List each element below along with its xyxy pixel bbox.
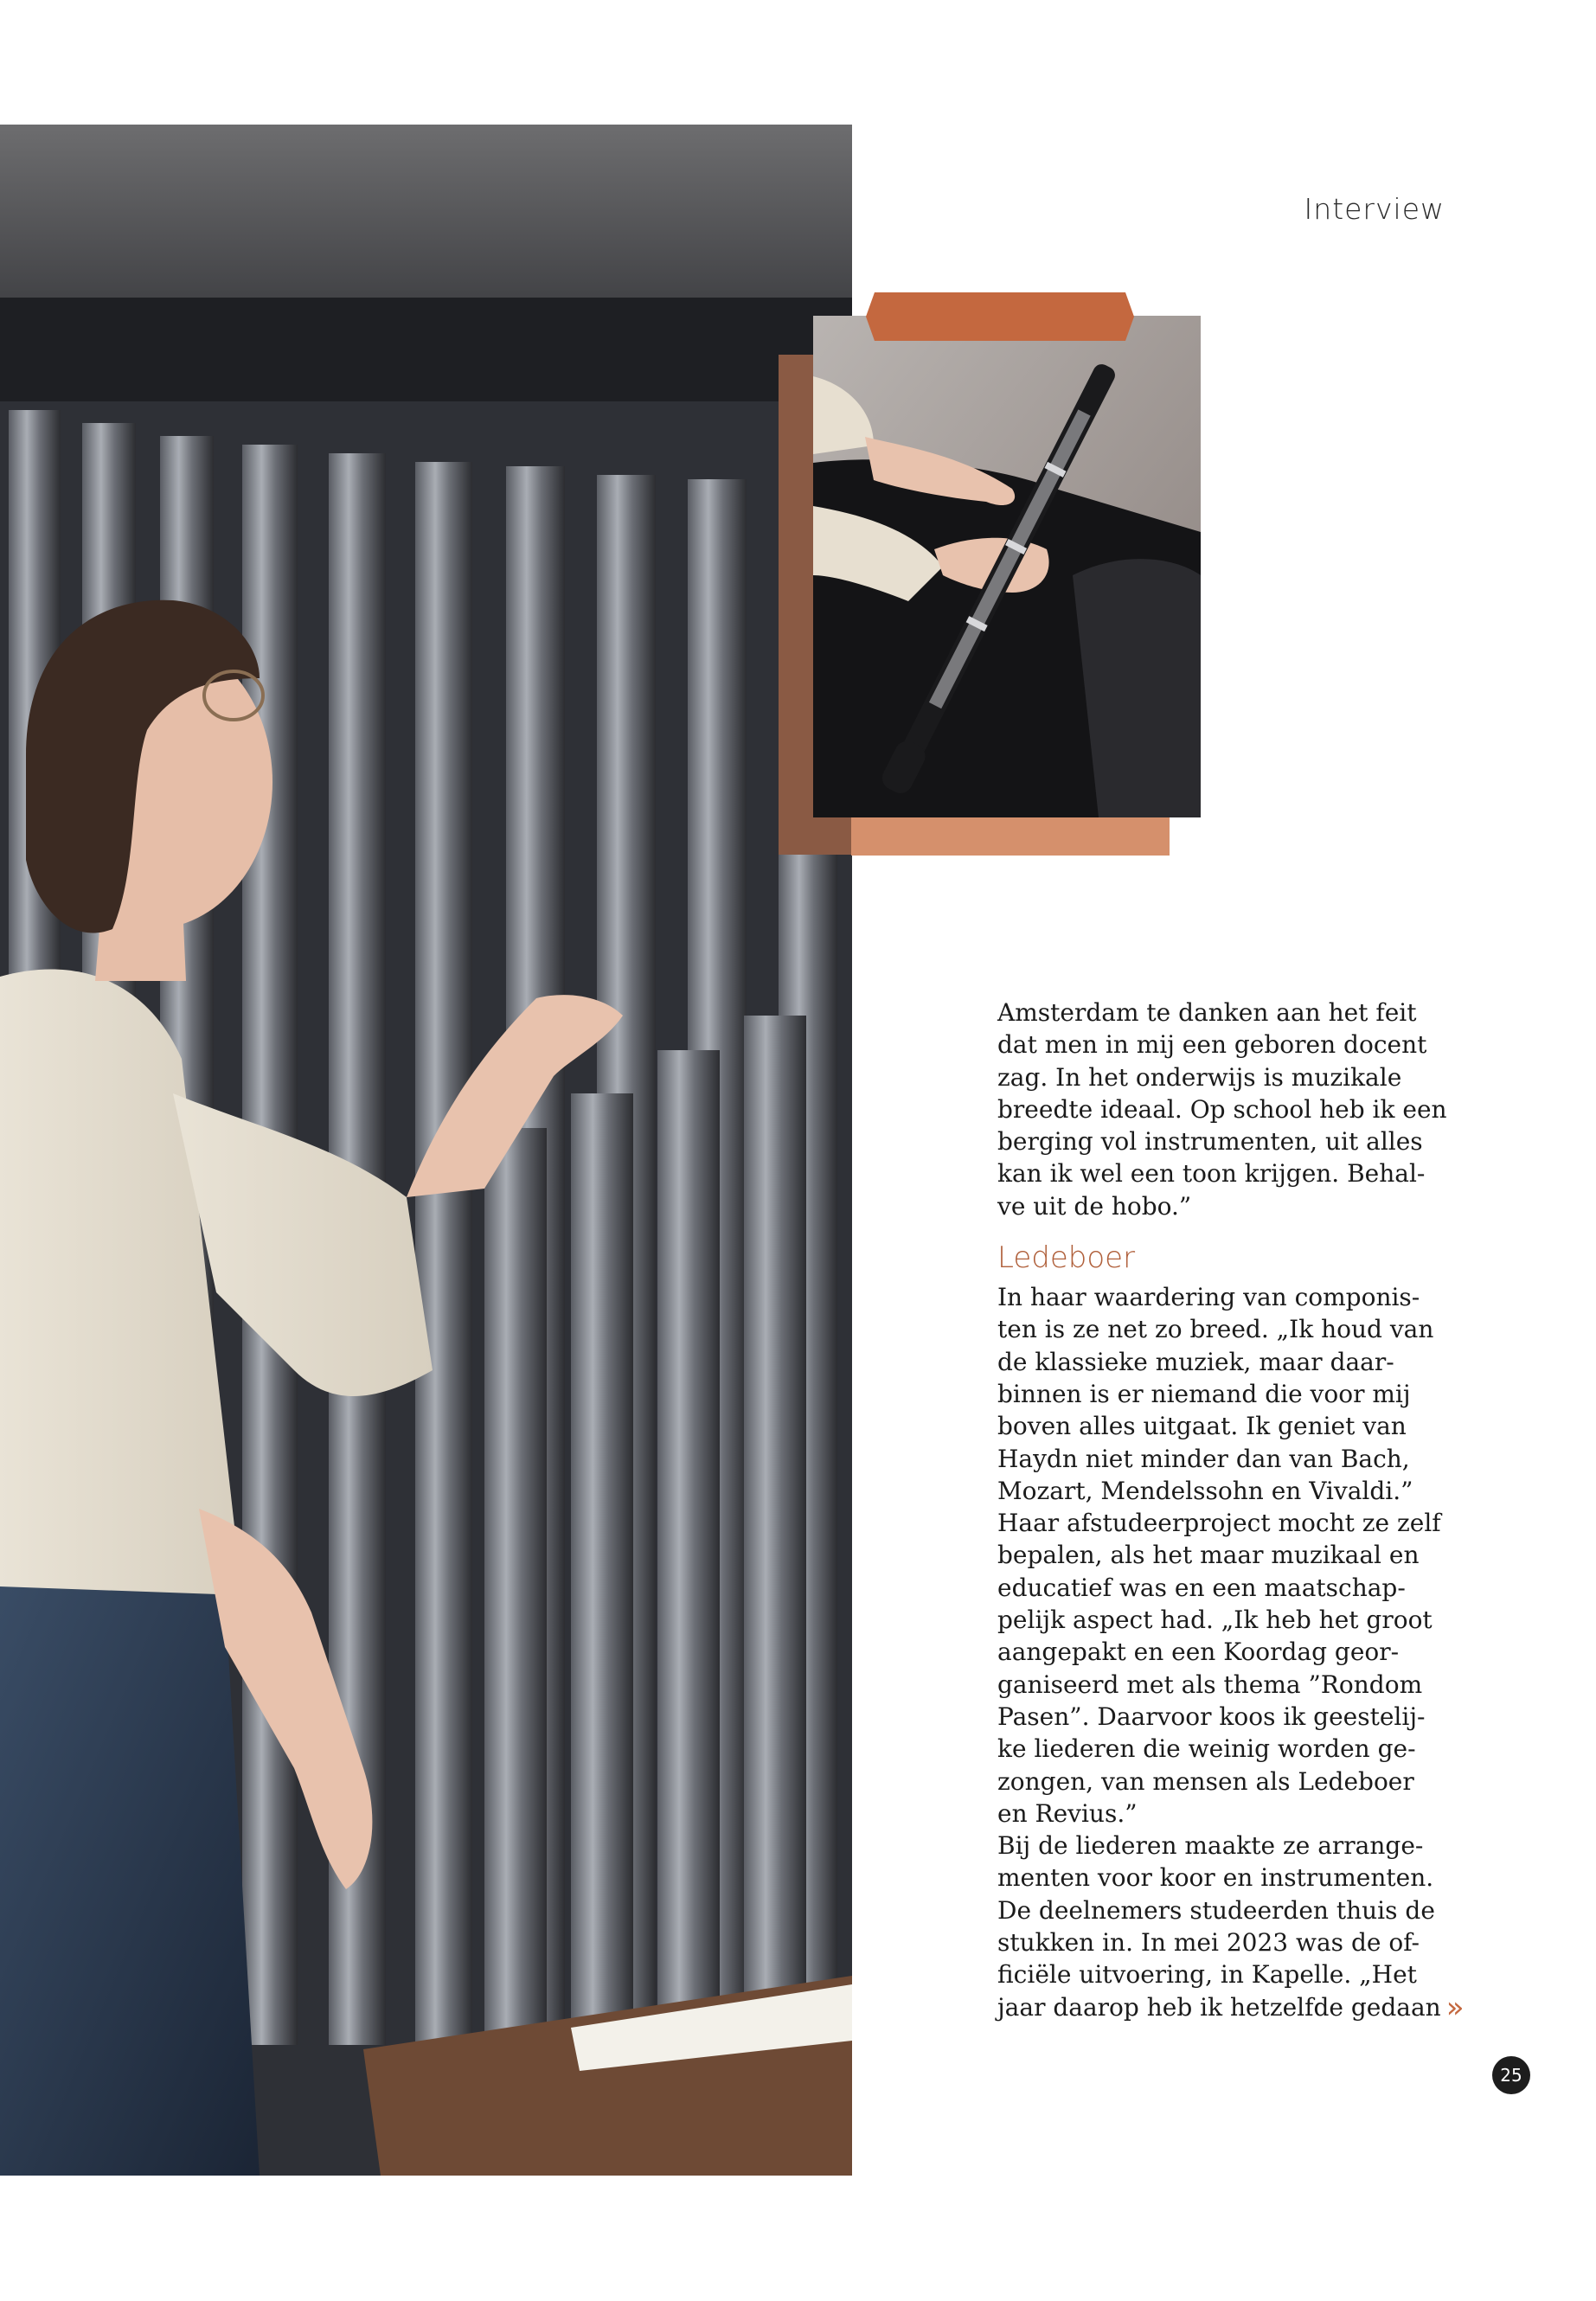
section-subheading: Ledeboer (997, 1240, 1136, 1276)
text-line: Pasen”. Daarvoor koos ik geestelij- (997, 1702, 1426, 1731)
text-line: Haar afstudeerproject mocht ze zelf (997, 1509, 1441, 1538)
text-line: menten voor koor en instrumenten. (997, 1863, 1434, 1893)
text-line: educatief was en een maatschap- (997, 1573, 1406, 1602)
main-photo (0, 125, 852, 2176)
continue-arrow-icon: » (1445, 1990, 1465, 2025)
text-line: ganiseerd met als thema ”Rondom (997, 1670, 1423, 1699)
text-line: ficiële uitvoering, in Kapelle. „Het (997, 1960, 1417, 1990)
page-number: 25 (1492, 2056, 1530, 2094)
text-line: Haydn niet minder dan van Bach, (997, 1444, 1410, 1473)
article-intro-paragraph (997, 997, 1447, 1222)
text-line: aangepakt en een Koordag geor- (997, 1638, 1400, 1667)
text-line: ve uit de hobo.” (997, 1191, 1192, 1221)
text-line: dat men in mij een geboren docent (997, 1030, 1427, 1060)
decorative-tape (875, 292, 1125, 341)
text-line: zag. In het onderwijs is muzikale (997, 1062, 1402, 1092)
text-line: bepalen, als het maar muzikaal en (997, 1541, 1420, 1570)
text-line: In haar waardering van componis- (997, 1283, 1420, 1312)
text-line: de klassieke muziek, maar daar- (997, 1347, 1394, 1376)
text-line: De deelnemers studeerden thuis de (997, 1895, 1435, 1925)
text-line: zongen, van mensen als Ledeboer (997, 1766, 1414, 1796)
text-line: boven alles uitgaat. Ik geniet van (997, 1412, 1407, 1441)
text-line: ke liederen die weinig worden ge- (997, 1734, 1416, 1764)
clarinet-photo-illustration (813, 316, 1201, 817)
text-line: breedte ideaal. Op school heb ik een (997, 1094, 1447, 1124)
inset-photo-bottom-bar (851, 817, 1170, 856)
clarinet-photo (813, 316, 1201, 817)
article-main-paragraph (997, 1281, 1465, 2025)
text-line: pelijk aspect had. „Ik heb het groot (997, 1606, 1433, 1635)
section-label: Interview (1304, 192, 1445, 226)
article-body (997, 997, 1465, 2025)
text-line: Bij de liederen maakte ze arrange- (997, 1831, 1424, 1861)
text-line: binnen is er niemand die voor mij (997, 1379, 1411, 1408)
text-line: kan ik wel een toon krijgen. Behal- (997, 1159, 1426, 1189)
text-line-last (997, 1990, 1465, 2025)
text-line: en Revius.” (997, 1798, 1138, 1828)
conductor-photo-illustration (0, 125, 852, 2176)
text-line: ten is ze net zo breed. „Ik houd van (997, 1315, 1434, 1344)
text-line: Mozart, Mendelssohn en Vivaldi.” (997, 1476, 1413, 1505)
text-line: Amsterdam te danken aan het feit (997, 998, 1417, 1027)
text-line: stukken in. In mei 2023 was de of- (997, 1928, 1420, 1958)
text-line: berging vol instrumenten, uit alles (997, 1127, 1423, 1157)
text-line-content: jaar daarop heb ik hetzelfde gedaan (997, 1992, 1441, 2022)
